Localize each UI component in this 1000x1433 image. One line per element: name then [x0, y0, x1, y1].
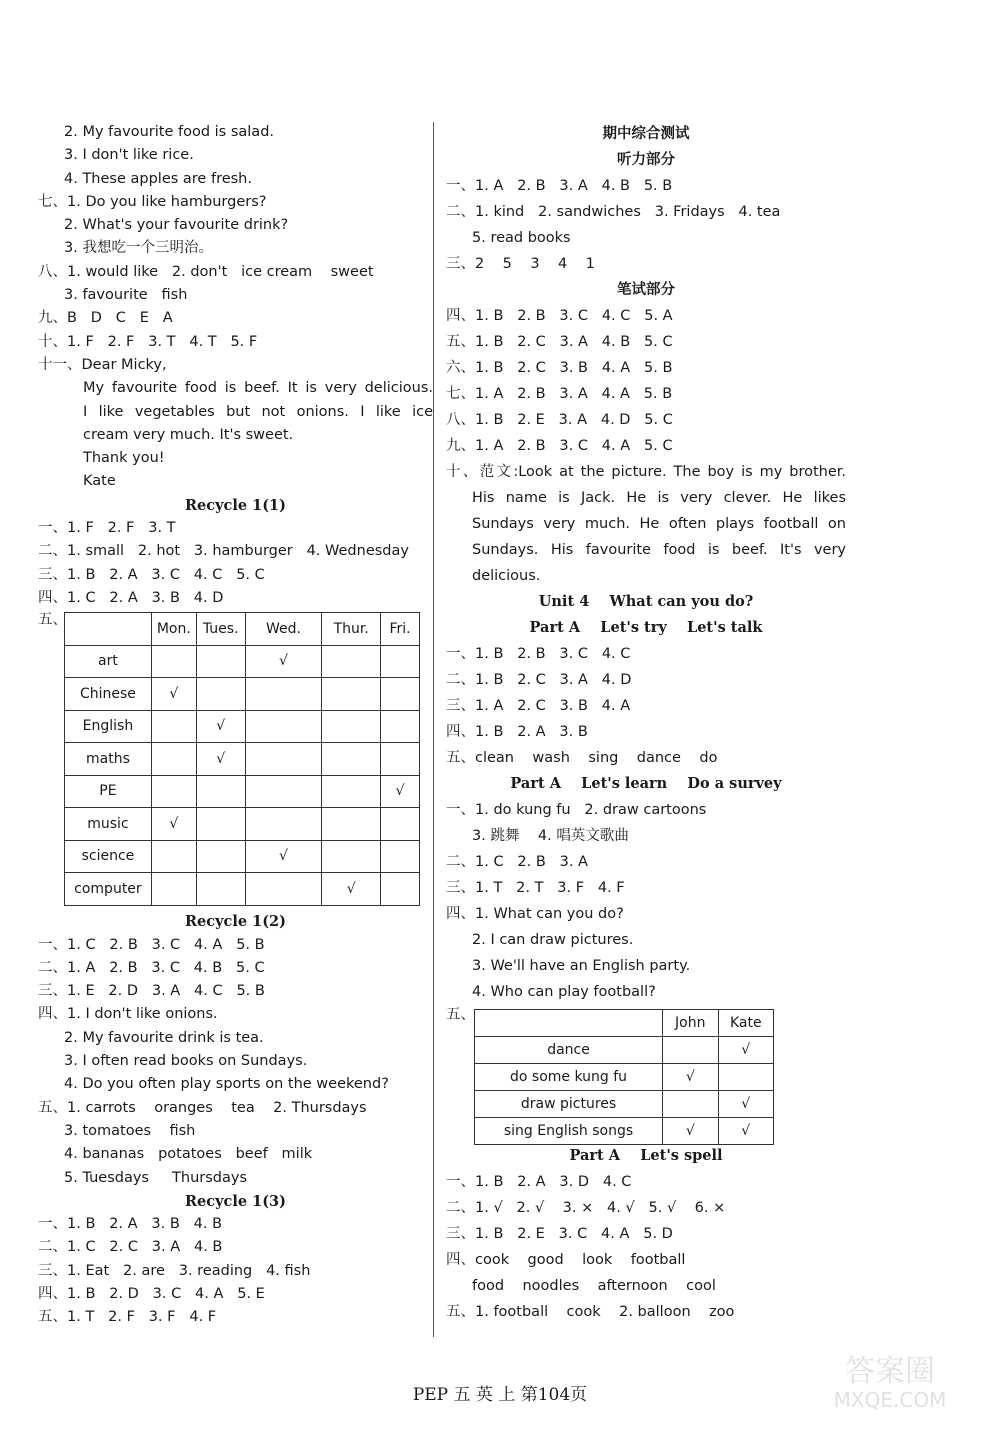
answer-line: 七、1. Do you like hamburgers?	[38, 193, 267, 210]
answer-line: 三、1. B 2. A 3. C 4. C 5. C	[38, 566, 265, 583]
table1-label: 五、	[38, 612, 67, 629]
svg-text:答案圈: 答案圈	[845, 1354, 935, 1389]
answer-line: 八、1. would like 2. don't ice cream sweet	[38, 263, 374, 280]
answer-line: 五、1. football cook 2. balloon zoo	[446, 1304, 735, 1320]
answer-line: 十、范文:Look at the picture. The boy is my brother.	[446, 464, 846, 480]
answer-line: 十一、Dear Micky,	[38, 356, 167, 373]
table-cell	[245, 678, 322, 711]
table-cell	[196, 840, 245, 873]
schedule-table-block	[38, 610, 433, 910]
answer-line: 3. I don't like rice.	[64, 147, 194, 164]
answer-line: Kate	[83, 473, 116, 490]
table-cell: √	[381, 775, 420, 808]
answer-line: 三、1. Eat 2. are 3. reading 4. fish	[38, 1262, 311, 1279]
answer-line: 一、1. F 2. F 3. T	[38, 520, 176, 537]
table-cell: √	[663, 1064, 718, 1091]
recycle1-2-answers	[38, 934, 433, 1190]
answer-line: 4. These apples are fresh.	[64, 170, 252, 187]
answer-line: 二、1. A 2. B 3. C 4. B 5. C	[38, 959, 265, 976]
table-cell	[151, 840, 196, 873]
table-row-label: science	[65, 840, 152, 873]
table-row-label: sing English songs	[475, 1118, 663, 1145]
table-row-label: maths	[65, 743, 152, 776]
right-column	[446, 121, 846, 1325]
table-cell: √	[718, 1118, 774, 1145]
answer-line: 4. Do you often play sports on the weekend?	[64, 1076, 389, 1093]
page-footer: PEP 五 英 上 第104页	[412, 1385, 588, 1405]
answer-line: food noodles afternoon cool	[472, 1278, 716, 1294]
table-cell	[245, 775, 322, 808]
table-cell	[322, 645, 381, 678]
table-cell: √	[663, 1118, 718, 1145]
answer-line: cream very much. It's sweet.	[83, 426, 294, 443]
table-cell	[151, 775, 196, 808]
table-cell	[245, 808, 322, 841]
table-row-label: PE	[65, 775, 152, 808]
answer-line: 二、1. B 2. C 3. A 4. D	[446, 672, 632, 688]
answer-line: 二、1. kind 2. sandwiches 3. Fridays 4. tea	[446, 204, 781, 220]
recycle1-1-title: Recycle 1(1)	[184, 496, 287, 514]
midterm-title: 期中综合测试	[602, 126, 690, 142]
answer-line: 十、1. F 2. F 3. T 4. T 5. F	[38, 333, 258, 350]
table-row-label: computer	[65, 873, 152, 906]
table-row	[475, 1064, 774, 1091]
table-cell	[381, 808, 420, 841]
partA-talk-answers	[446, 641, 846, 771]
table-cell	[196, 645, 245, 678]
answer-line: 三、1. B 2. E 3. C 4. A 5. D	[446, 1226, 673, 1242]
table-cell	[322, 775, 381, 808]
writing-section-title: 笔试部分	[617, 282, 675, 298]
answer-line: 3. 我想吃一个三明治。	[64, 240, 213, 257]
watermark-logo	[800, 1345, 980, 1415]
table-cell	[151, 710, 196, 743]
partA-spell-answers	[446, 1169, 846, 1325]
table-row-label: do some kung fu	[475, 1064, 663, 1091]
answer-line: 二、1. √ 2. √ 3. × 4. √ 5. √ 6. ×	[446, 1200, 726, 1216]
table-row	[65, 743, 420, 776]
answer-line: 一、1. B 2. A 3. B 4. B	[38, 1216, 223, 1233]
answer-line: 2. What's your favourite drink?	[64, 217, 289, 234]
answer-line: delicious.	[472, 568, 541, 584]
table-cell	[381, 743, 420, 776]
table-cell	[663, 1091, 718, 1118]
survey-table-block	[446, 1005, 846, 1143]
answer-line: 二、1. small 2. hot 3. hamburger 4. Wednesday	[38, 543, 409, 560]
table-row	[475, 1037, 774, 1064]
table-cell	[381, 678, 420, 711]
table-cell	[196, 873, 245, 906]
partA-spell-title: Part A Let's spell	[569, 1147, 723, 1164]
unit4-title: Unit 4 What can you do?	[538, 593, 754, 610]
table-cell: √	[718, 1091, 774, 1118]
answer-line: 三、1. A 2. C 3. B 4. A	[446, 698, 631, 714]
table-header-cell: Fri.	[381, 613, 420, 646]
table-cell	[245, 873, 322, 906]
table-cell	[151, 743, 196, 776]
table-cell: √	[322, 873, 381, 906]
table-cell: √	[718, 1037, 774, 1064]
recycle1-3-title: Recycle 1(3)	[184, 1192, 287, 1210]
table-header-cell: Kate	[718, 1010, 774, 1037]
answer-line: 五、clean wash sing dance do	[446, 750, 718, 766]
table-row	[65, 678, 420, 711]
answer-line: 2. My favourite drink is tea.	[64, 1029, 264, 1046]
left-column	[38, 121, 433, 1330]
answer-line: 2. I can draw pictures.	[472, 932, 634, 948]
table-cell: √	[196, 710, 245, 743]
answer-line: Sundays very much. He often plays football on	[472, 516, 846, 532]
table-cell	[381, 840, 420, 873]
answer-line: His name is Jack. He is very clever. He likes	[472, 490, 846, 506]
table-header-cell	[65, 613, 152, 646]
table-cell: √	[245, 645, 322, 678]
answer-line: 4. Who can play football?	[472, 984, 656, 1000]
answer-line: 七、1. A 2. B 3. A 4. A 5. B	[446, 386, 673, 402]
listening-section-title: 听力部分	[617, 152, 675, 168]
answer-line: 二、1. C 2. B 3. A	[446, 854, 588, 870]
table-cell	[245, 743, 322, 776]
table-cell	[381, 645, 420, 678]
answer-line: 一、1. B 2. A 3. D 4. C	[446, 1174, 632, 1190]
answer-line: 3. 跳舞 4. 唱英文歌曲	[472, 828, 629, 844]
table-cell	[196, 808, 245, 841]
table-header-row	[475, 1010, 774, 1037]
answer-line: 3. favourite fish	[64, 287, 188, 304]
answer-line: 一、1. C 2. B 3. C 4. A 5. B	[38, 936, 265, 953]
partA-learn-answers	[446, 797, 846, 1005]
table-header-cell	[475, 1010, 663, 1037]
answer-line: I like vegetables but not onions. I like ice	[83, 403, 433, 420]
column-divider	[433, 122, 434, 1337]
table-header-cell: Mon.	[151, 613, 196, 646]
survey-table	[474, 1009, 774, 1145]
table-cell	[718, 1064, 774, 1091]
answer-line: 二、1. C 2. C 3. A 4. B	[38, 1239, 223, 1256]
table-header-row	[65, 613, 420, 646]
table-row	[65, 873, 420, 906]
answer-line: 一、1. B 2. B 3. C 4. C	[446, 646, 631, 662]
table-row	[65, 808, 420, 841]
table-cell: √	[245, 840, 322, 873]
answer-line: 九、1. A 2. B 3. C 4. A 5. C	[446, 438, 673, 454]
recycle1-3-answers	[38, 1213, 433, 1329]
table-cell	[196, 775, 245, 808]
table-cell	[151, 645, 196, 678]
partA-learn-title: Part A Let's learn Do a survey	[510, 775, 782, 792]
table-row	[65, 710, 420, 743]
table-cell: √	[151, 808, 196, 841]
table-cell	[151, 873, 196, 906]
answer-line: 五、1. T 2. F 3. F 4. F	[38, 1309, 217, 1326]
answer-line: 四、1. I don't like onions.	[38, 1006, 218, 1023]
partA-talk-title: Part A Let's try Let's talk	[529, 619, 763, 636]
answer-line: 5. read books	[472, 230, 571, 246]
answer-line: 五、1. carrots oranges tea 2. Thursdays	[38, 1099, 367, 1116]
table-header-cell: Tues.	[196, 613, 245, 646]
answer-line: 三、1. T 2. T 3. F 4. F	[446, 880, 625, 896]
answer-line: 4. bananas potatoes beef milk	[64, 1146, 313, 1163]
table-header-cell: Wed.	[245, 613, 322, 646]
answer-line: Thank you!	[83, 450, 165, 467]
table-row-label: English	[65, 710, 152, 743]
table-cell	[322, 678, 381, 711]
answer-line: 3. We'll have an English party.	[472, 958, 691, 974]
table-cell: √	[151, 678, 196, 711]
table-cell	[663, 1037, 718, 1064]
recycle1-2-title: Recycle 1(2)	[184, 913, 287, 931]
table-header-cell: John	[663, 1010, 718, 1037]
answer-line: 三、2 5 3 4 1	[446, 256, 595, 272]
answer-line: 3. I often read books on Sundays.	[64, 1053, 308, 1070]
answer-line: My favourite food is beef. It is very delicious.	[83, 380, 433, 397]
answer-line: 四、1. C 2. A 3. B 4. D	[38, 589, 224, 606]
table-row	[475, 1118, 774, 1145]
table-cell	[245, 710, 322, 743]
table-cell	[322, 710, 381, 743]
table-row	[475, 1091, 774, 1118]
table-row-label: art	[65, 645, 152, 678]
answer-line: 六、1. B 2. C 3. B 4. A 5. B	[446, 360, 673, 376]
table-cell: √	[196, 743, 245, 776]
svg-text:MXQE.COM: MXQE.COM	[833, 1388, 947, 1412]
answer-line: 八、1. B 2. E 3. A 4. D 5. C	[446, 412, 673, 428]
answer-line: 3. tomatoes fish	[64, 1122, 196, 1139]
table-cell	[381, 710, 420, 743]
answer-line: 三、1. E 2. D 3. A 4. C 5. B	[38, 983, 265, 1000]
table-header-cell: Thur.	[322, 613, 381, 646]
table-row-label: draw pictures	[475, 1091, 663, 1118]
table-cell	[381, 873, 420, 906]
table-row	[65, 840, 420, 873]
table-cell	[322, 808, 381, 841]
schedule-table	[64, 612, 420, 906]
table-row	[65, 775, 420, 808]
answer-line: 四、1. What can you do?	[446, 906, 624, 922]
table2-label: 五、	[446, 1007, 475, 1023]
answer-line: 一、1. do kung fu 2. draw cartoons	[446, 802, 707, 818]
answer-line: 四、1. B 2. A 3. B	[446, 724, 588, 740]
table-row-label: Chinese	[65, 678, 152, 711]
answer-line: 四、1. B 2. B 3. C 4. C 5. A	[446, 308, 673, 324]
answer-line: 一、1. A 2. B 3. A 4. B 5. B	[446, 178, 673, 194]
answer-line: 九、B D C E A	[38, 310, 173, 327]
answer-line: 5. Tuesdays Thursdays	[64, 1169, 248, 1186]
recycle1-1-answers	[38, 517, 433, 610]
left-intro-lines	[38, 121, 433, 494]
table-cell	[322, 840, 381, 873]
table-row	[65, 645, 420, 678]
answer-line: 五、1. B 2. C 3. A 4. B 5. C	[446, 334, 673, 350]
table-row-label: music	[65, 808, 152, 841]
answer-line: 四、1. B 2. D 3. C 4. A 5. E	[38, 1285, 265, 1302]
table-row-label: dance	[475, 1037, 663, 1064]
answer-line: Sundays. His favourite food is beef. It's very	[472, 542, 846, 558]
table-cell	[322, 743, 381, 776]
answer-line: 2. My favourite food is salad.	[64, 124, 275, 140]
table-cell	[196, 678, 245, 711]
writing-answers	[446, 303, 846, 589]
listening-answers	[446, 173, 846, 277]
answer-line: 四、cook good look football	[446, 1252, 686, 1268]
